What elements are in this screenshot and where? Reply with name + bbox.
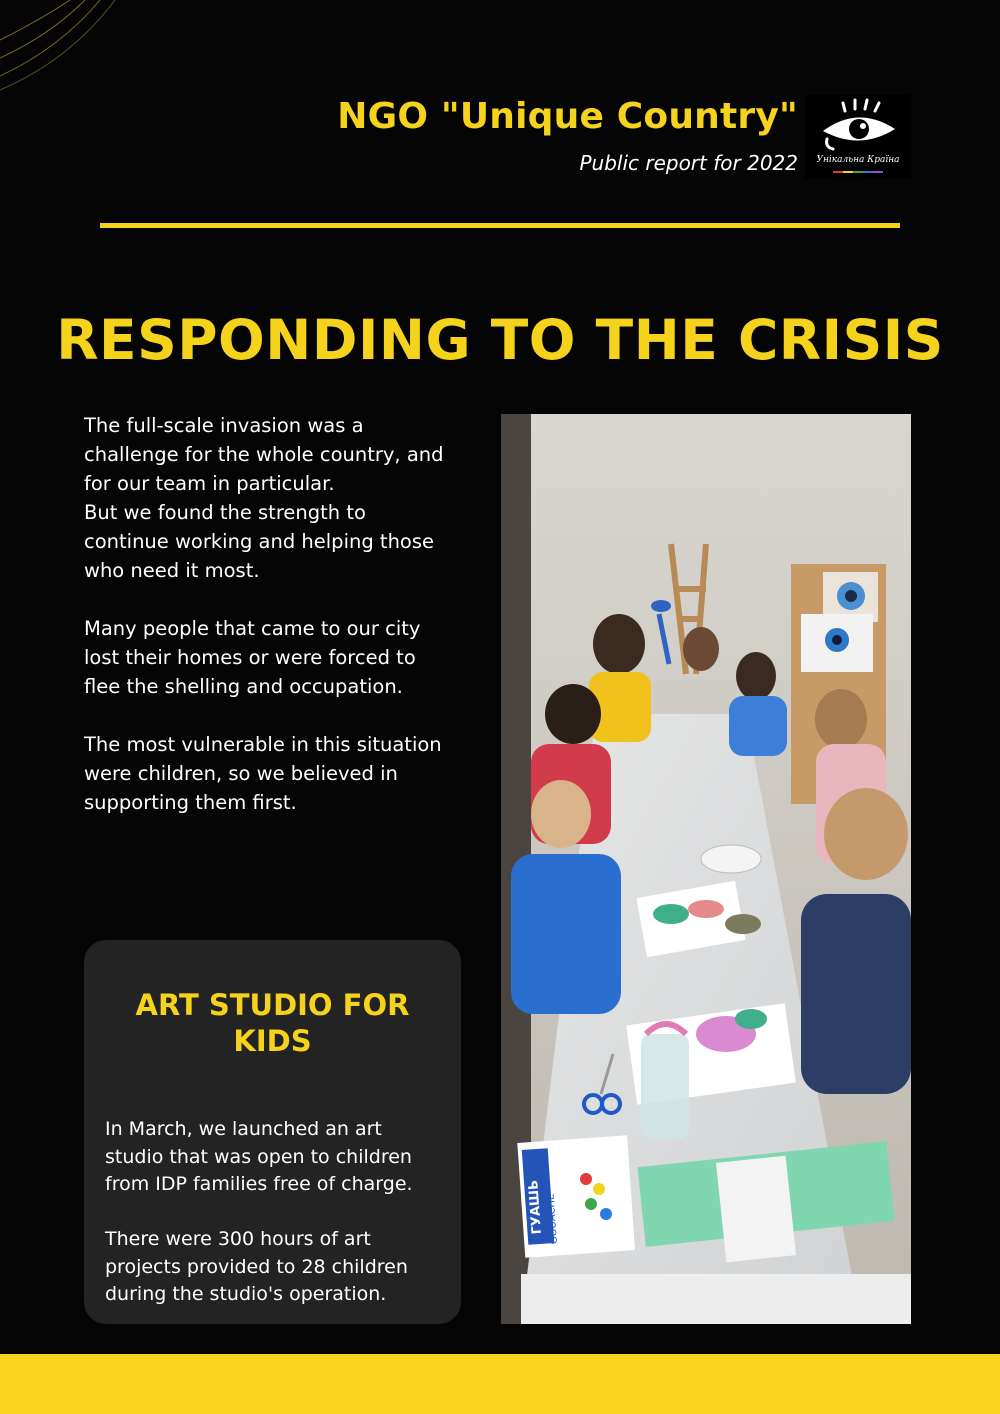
intro-paragraph: Many people that came to our city lost their homes or were forced to flee the shelling and occupation.	[84, 617, 421, 698]
paint-box-sublabel: GOUACHE	[545, 1193, 560, 1245]
card-title: ART STUDIO FOR KIDS	[135, 988, 410, 1058]
footer-bar	[0, 1354, 1000, 1414]
report-subtitle: Public report for 2022	[579, 151, 798, 175]
page-heading: RESPONDING TO THE CRISIS	[56, 308, 944, 372]
intro-paragraph: The full-scale invasion was a challenge for the whole country, and for our team in particular. But we found the strength to continue working and helping those who need it most.	[84, 414, 444, 582]
header-divider	[100, 223, 900, 228]
logo-text: Унікальна Країна	[816, 155, 900, 165]
card-paragraph: There were 300 hours of art projects provided to 28 children during the studio's operation.	[105, 1228, 408, 1305]
corner-decoration	[0, 0, 120, 100]
art-studio-photo	[501, 414, 911, 1324]
intro-text	[84, 411, 484, 846]
card-paragraph: In March, we launched an art studio that was open to children from IDP families free of charge.	[105, 1118, 413, 1195]
eye-logo-icon	[805, 95, 911, 155]
card-body	[105, 1116, 450, 1336]
art-studio-card	[84, 940, 461, 1324]
logo-color-stripe	[805, 169, 911, 175]
org-name: NGO "Unique Country"	[337, 96, 798, 137]
intro-paragraph: The most vulnerable in this situation were children, so we believed in supporting them first.	[84, 733, 442, 814]
org-logo	[805, 95, 911, 179]
paint-box-label: ГУАШЬ	[526, 1179, 545, 1235]
